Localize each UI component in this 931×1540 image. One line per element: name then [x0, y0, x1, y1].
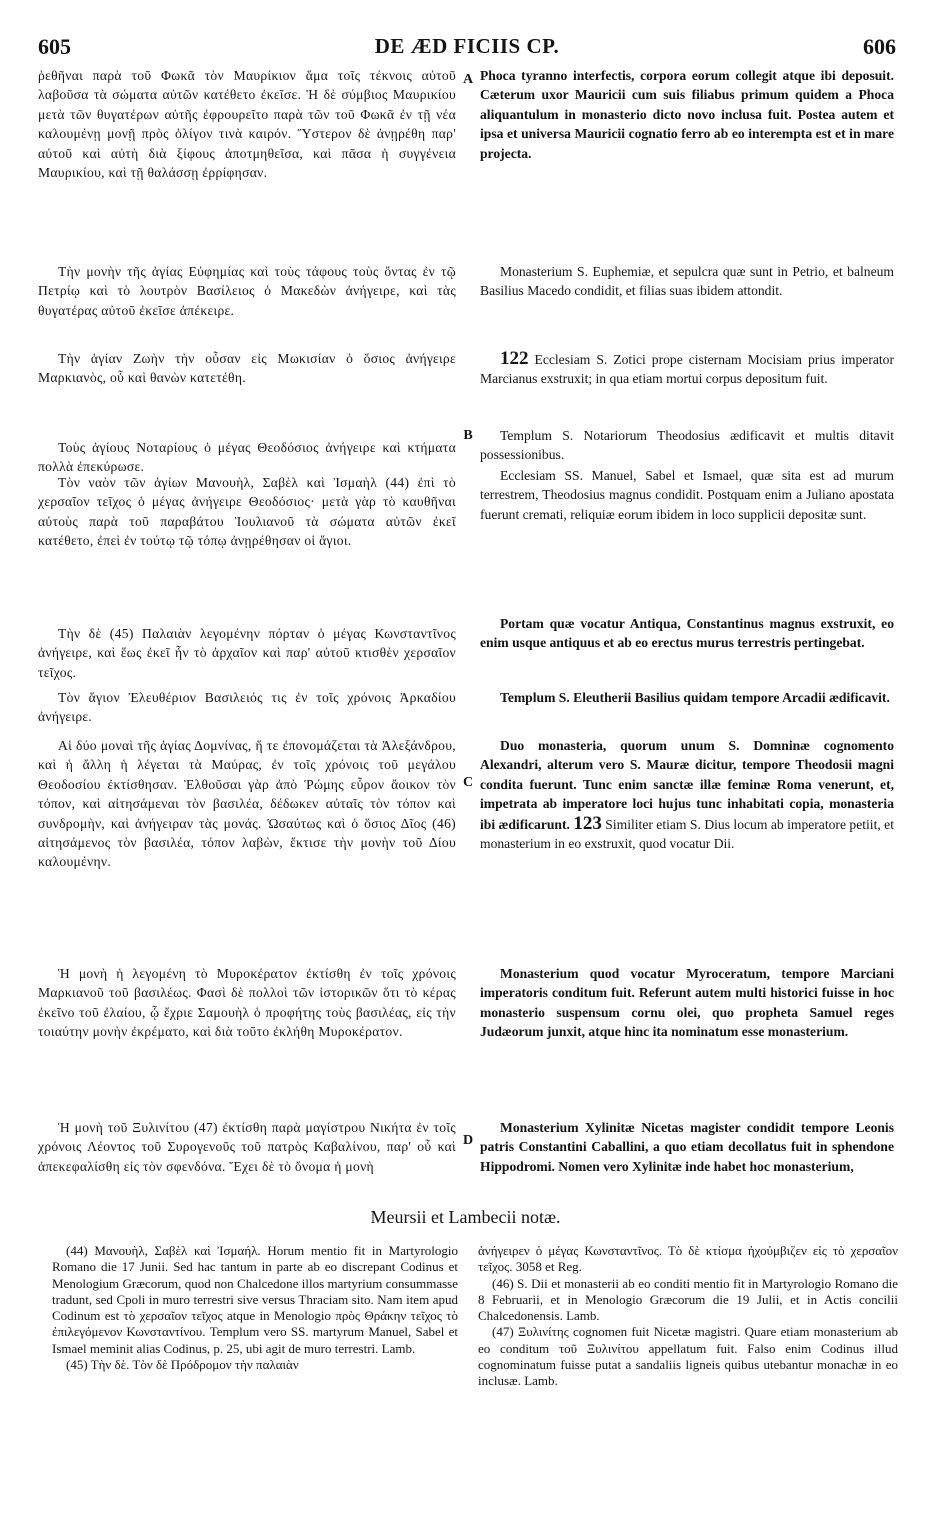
greek-paragraph	[38, 688, 456, 727]
note-45: (45) Τὴν δὲ. Τὸν δὲ Πρόδρομον τὴν παλαιὰν	[66, 1357, 299, 1373]
greek-paragraph	[38, 1118, 456, 1176]
note-47: (47) Ξυλινίτης cognomen fuit Nicetæ magistri. Quare etiam monasterium ab eo conditum τοῦ Ξυλινίτου appellatum fuit. Falso enim Codinus illud cognominatum fuisse putat a sandaliis ligneis quibus utebantur monachæ in eo inclusæ. Lamb.	[478, 1324, 898, 1389]
greek-text: Τὸν ναὸν τῶν ἁγίων Μανουὴλ, Σαβὲλ καὶ Ἰσμαὴλ (44) ἐπὶ τὸ χερσαῖον τεῖχος ὁ μέγας ἀνήγειρε Θεοδόσιος· μετὰ γὰρ τὸ καυθῆναι αὐτοὺς παρὰ τοῦ παραβάτου Ἰουλιανοῦ τὰ σώματα αὐτῶν ἐκεῖ κατέθετο, ἐπεὶ ἐν τούτῳ τῷ τόπῳ ἀνῃρέθησαν οἱ ἅγιοι.	[38, 475, 456, 549]
greek-text: Τὸν ἅγιον Ἐλευθέριον Βασιλειός τις ἐν τοῖς χρόνοις Ἀρκαδίου ἀνήγειρε.	[38, 690, 456, 725]
latin-text: Portam quæ vocatur Antiqua, Constantinus magnus exstruxit, eo enim usque antiquus et ab eo erectus murus terrestris pertingebat.	[480, 616, 894, 651]
greek-text: Τὴν ἁγίαν Ζωὴν τὴν οὖσαν εἰς Μωκισίαν ὁ ὅσιος ἀνήγειρε Μαρκιανὸς, οὗ καὶ θανὼν κατετέθη.	[38, 351, 456, 386]
notes-title: Meursii et Lambecii notæ.	[370, 1207, 561, 1227]
greek-text: Τὴν μονὴν τῆς ἁγίας Εὐφημίας καὶ τοὺς τάφους τοὺς ὄντας ἐν τῷ Πετρίῳ καὶ τὸ λουτρὸν Βασίλειος ὁ Μακεδὼν ἀνήγειρε, καὶ τὰς θυγατέρας αὐτοῦ ἐκεῖσε ἀπέκειρε.	[38, 264, 456, 318]
latin-text: Monasterium quod vocatur Myroceratum, tempore Marciani imperatoris conditum fuit. Referunt autem multi historici fuisse in hoc monasterio suspensum cornu olei, quo propheta Samuel reges Judæorum junxit, atque hinc ita nominatum esse monasterium.	[480, 966, 894, 1040]
greek-text: Τοὺς ἁγίους Νοταρίους ὁ μέγας Θεοδόσιος ἀνήγειρε καὶ κτήματα πολλὰ ἐπεκύρωσε.	[38, 440, 456, 475]
latin-paragraph	[480, 466, 894, 524]
latin-text: Templum S. Eleutherii Basilius quidam tempore Arcadii ædificavit.	[500, 690, 890, 705]
latin-paragraph	[480, 688, 894, 707]
latin-paragraph	[480, 964, 894, 1042]
margin-letter-c: C	[462, 775, 474, 790]
note-44: (44) Μανουὴλ, Σαβὲλ καὶ Ἰσμαήλ. Horum mentio fit in Martyrologio Romano die 17 Junii. Sed hac tantum in parte ab eo discrepant Codinus et Menologium Græcorum, quod non Chalcedone illos martyrium consummasse tradunt, sed Cpoli in muro terrestri sive versus Thraciam sito. Nam item apud Codinum est τὸ χερσαῖον τεῖχος atque in Menologio πρὸς Θράκην τεῖχος τὸ ἐπιλεγόμενον Κωνσταντίνου. Templum vero SS. martyrum Manuel, Sabel et Ismael meminit alias Codinus, p. 25, ubi agit de muro terrestri. Lamb.	[52, 1243, 458, 1356]
running-title: DE ÆD FICIIS CP.	[374, 34, 560, 58]
latin-paragraph	[480, 262, 894, 301]
latin-text: Templum S. Notariorum Theodosius ædificavit et multis ditavit possessionibus.	[480, 428, 894, 463]
greek-paragraph	[38, 964, 456, 1042]
greek-paragraph	[38, 66, 456, 182]
greek-paragraph	[38, 438, 456, 477]
column-number-122: 122	[500, 348, 529, 369]
latin-text: Ecclesiam S. Zotici prope cisternam Mocisiam prius imperator Marcianus exstruxit; in qua etiam mortui corpus depositum fuit.	[480, 352, 894, 387]
greek-text: Αἱ δύο μοναὶ τῆς ἁγίας Δομνίνας, ἥ τε ἐπονομάζεται τὰ Ἀλεξάνδρου, καὶ ἡ ἄλλη ἡ λέγεται τὰ Μαύρας, ἐν τοῖς χρόνοις τοῦ μεγάλου Θεοδοσίου ἐκτίσθησαν. Ἐλθοῦσαι γὰρ ἀπὸ Ῥώμης εὗρον ἄοικον τὸν τόπον, καὶ αἰτησάμεναι τὸν βασιλέα, δέδωκεν αὐταῖς τὸν τόπον καὶ συνδρομὴν, καὶ ἀνήγειραν τὰς μονάς. Ὡσαύτως καὶ ὁ ὅσιος Δῖος (46) αἰτησάμενος τὸν βασιλέα, τόπον λαβὼν, ἔκτισε τὴν μονὴν τοῦ Δίου καλουμένην.	[38, 738, 456, 870]
page-header	[38, 30, 896, 60]
notes-left-column	[52, 1243, 458, 1373]
greek-text: Ἡ μονὴ ἡ λεγομένη τὸ Μυροκέρατον ἐκτίσθη ἐν τοῖς χρόνοις Μαρκιανοῦ τοῦ βασιλέως. Φασὶ δὲ πολλοὶ τῶν ἱστορικῶν ὅτι τὸ κέρας ἐκεῖνο τοῦ ἐλαίου, ᾧ ἔχριε Σαμουὴλ ὁ προφήτης τοὺς βασιλέας, εἰς τὴν τοιαύτην μονὴν ἐκρέματο, καὶ διὰ τοῦτο ἐκλήθη Μυροκέρατον.	[38, 966, 456, 1040]
latin-text: Monasterium Xylinitæ Nicetas magister condidit tempore Leonis patris Constantini Caballini, a quo etiam decollatus fuit in sphendone Hippodromi. Nomen vero Xylinitæ inde habet hoc monasterium,	[480, 1120, 894, 1174]
latin-text: Duo monasteria, quorum unum S. Domninæ cognomento Alexandri, alterum vero S. Mauræ dicitur, tempore Theodosii magni condita fuerunt. Tunc enim sanctæ illæ feminæ Roma venerunt, et, impetrata ab imperatore loci hujus tunc inhabitati copia, monasteria ibi ædificarunt.	[480, 738, 894, 832]
greek-paragraph	[38, 473, 456, 551]
greek-text: Ἡ μονὴ τοῦ Ξυλινίτου (47) ἐκτίσθη παρὰ μαγίστρου Νικήτα ἐν τοῖς χρόνοις Λέοντος τοῦ Συρογενοῦς τοῦ πατρὸς Καβαλίνου, παρ' οὗ καὶ ἀπεκεφαλίσθη εἰς τὸν σφενδόνα. Ἔχει δὲ τὸ ὄνομα ἡ μονὴ	[38, 1120, 456, 1174]
notes-right-column	[478, 1243, 898, 1390]
latin-paragraph	[480, 426, 894, 465]
note-45-continued: ἀνήγειρεν ὁ μέγας Κωνσταντῖνος. Τὸ δὲ κτίσμα ἠχοὐμβιζεν εἰς τὸ χερσαῖον τεῖχος. 3058 et Reg.	[478, 1243, 898, 1275]
latin-text: Ecclesiam SS. Manuel, Sabel et Ismael, quæ sita est ad murum terrestrem, Theodosius magnus condidit. Postquam enim a Juliano apostata fuerunt cremati, reliquiæ eorum ibidem in loco supplicii depositæ sunt.	[480, 468, 894, 522]
page-number-left: 605	[38, 34, 71, 59]
latin-paragraph	[480, 349, 894, 389]
margin-letter-a: A	[462, 72, 474, 87]
column-number-123: 123	[573, 812, 602, 834]
latin-paragraph	[480, 66, 894, 163]
latin-paragraph	[480, 614, 894, 653]
latin-text: Similiter etiam S. Dius locum ab imperatore petiit, et monasterium in eo exstruxit, quod vocatur Dii.	[480, 816, 894, 852]
page-number-right: 606	[863, 34, 896, 59]
latin-text: Monasterium S. Euphemiæ, et sepulcra quæ sunt in Petrio, et balneum Basilius Macedo condidit, et filias suas ibidem attondit.	[480, 264, 894, 299]
greek-paragraph	[38, 624, 456, 682]
greek-paragraph	[38, 736, 456, 872]
margin-letter-d: D	[462, 1133, 474, 1148]
greek-text: Τὴν δὲ (45) Παλαιὰν λεγομένην πόρταν ὁ μέγας Κωνσταντῖνος ἀνήγειρε, καὶ ἕως ἐκεῖ ἦν τὸ ἀρχαῖον καὶ παρ' αὐτοῦ κτισθὲν χερσαῖον τεῖχος.	[38, 626, 456, 680]
latin-paragraph	[480, 736, 894, 853]
note-46: (46) S. Dii et monasterii ab eo conditi mentio fit in Martyrologio Romano die 8 Februarii, et in Menologio Græcorum die 19 Julii, et in Actis concilii Chalcedonensis. Lamb.	[478, 1275, 898, 1324]
latin-text: Phoca tyranno interfectis, corpora eorum collegit atque ibi deposuit. Cæterum uxor Mauricii cum suis filiabus primum quidem a Phoca aliquantulum in monasterio dicto novo inclusa fuit. Postea autem et ipsa et universa Mauricii cognatio ferro ab eo interempta est et in mare projecta.	[480, 68, 894, 161]
margin-letter-b: B	[463, 428, 473, 443]
greek-paragraph	[38, 349, 456, 388]
latin-paragraph	[480, 1118, 894, 1176]
greek-text: ῥεθῆναι παρὰ τοῦ Φωκᾶ τὸν Μαυρίκιον ἅμα τοῖς τέκνοις αὐτοῦ λαβοῦσα τὰ σώματα αὐτῶν κατέθετο ἐκεῖσε. Ἡ δὲ σύμβιος Μαυρικίου μετὰ τῶν θυγατέρων αὐτῆς ἐφρουρεῖτο παρὰ τῶν τοῦ Φωκᾶ ἐν τῇ νέα καλουμένῃ μονῇ πρὸς ὀλίγον τινὰ καιρόν. Ὕστερον δὲ ἀνῃρέθη παρ' αὐτοῦ καὶ αὐτὴ διὰ ξίφους ἀποτμηθεῖσα, καὶ πᾶσα ἡ συγγένεια Μαυρικίου, καὶ τῇ θαλάσσῃ ἐρρίφησαν.	[38, 68, 456, 181]
greek-paragraph	[38, 262, 456, 320]
